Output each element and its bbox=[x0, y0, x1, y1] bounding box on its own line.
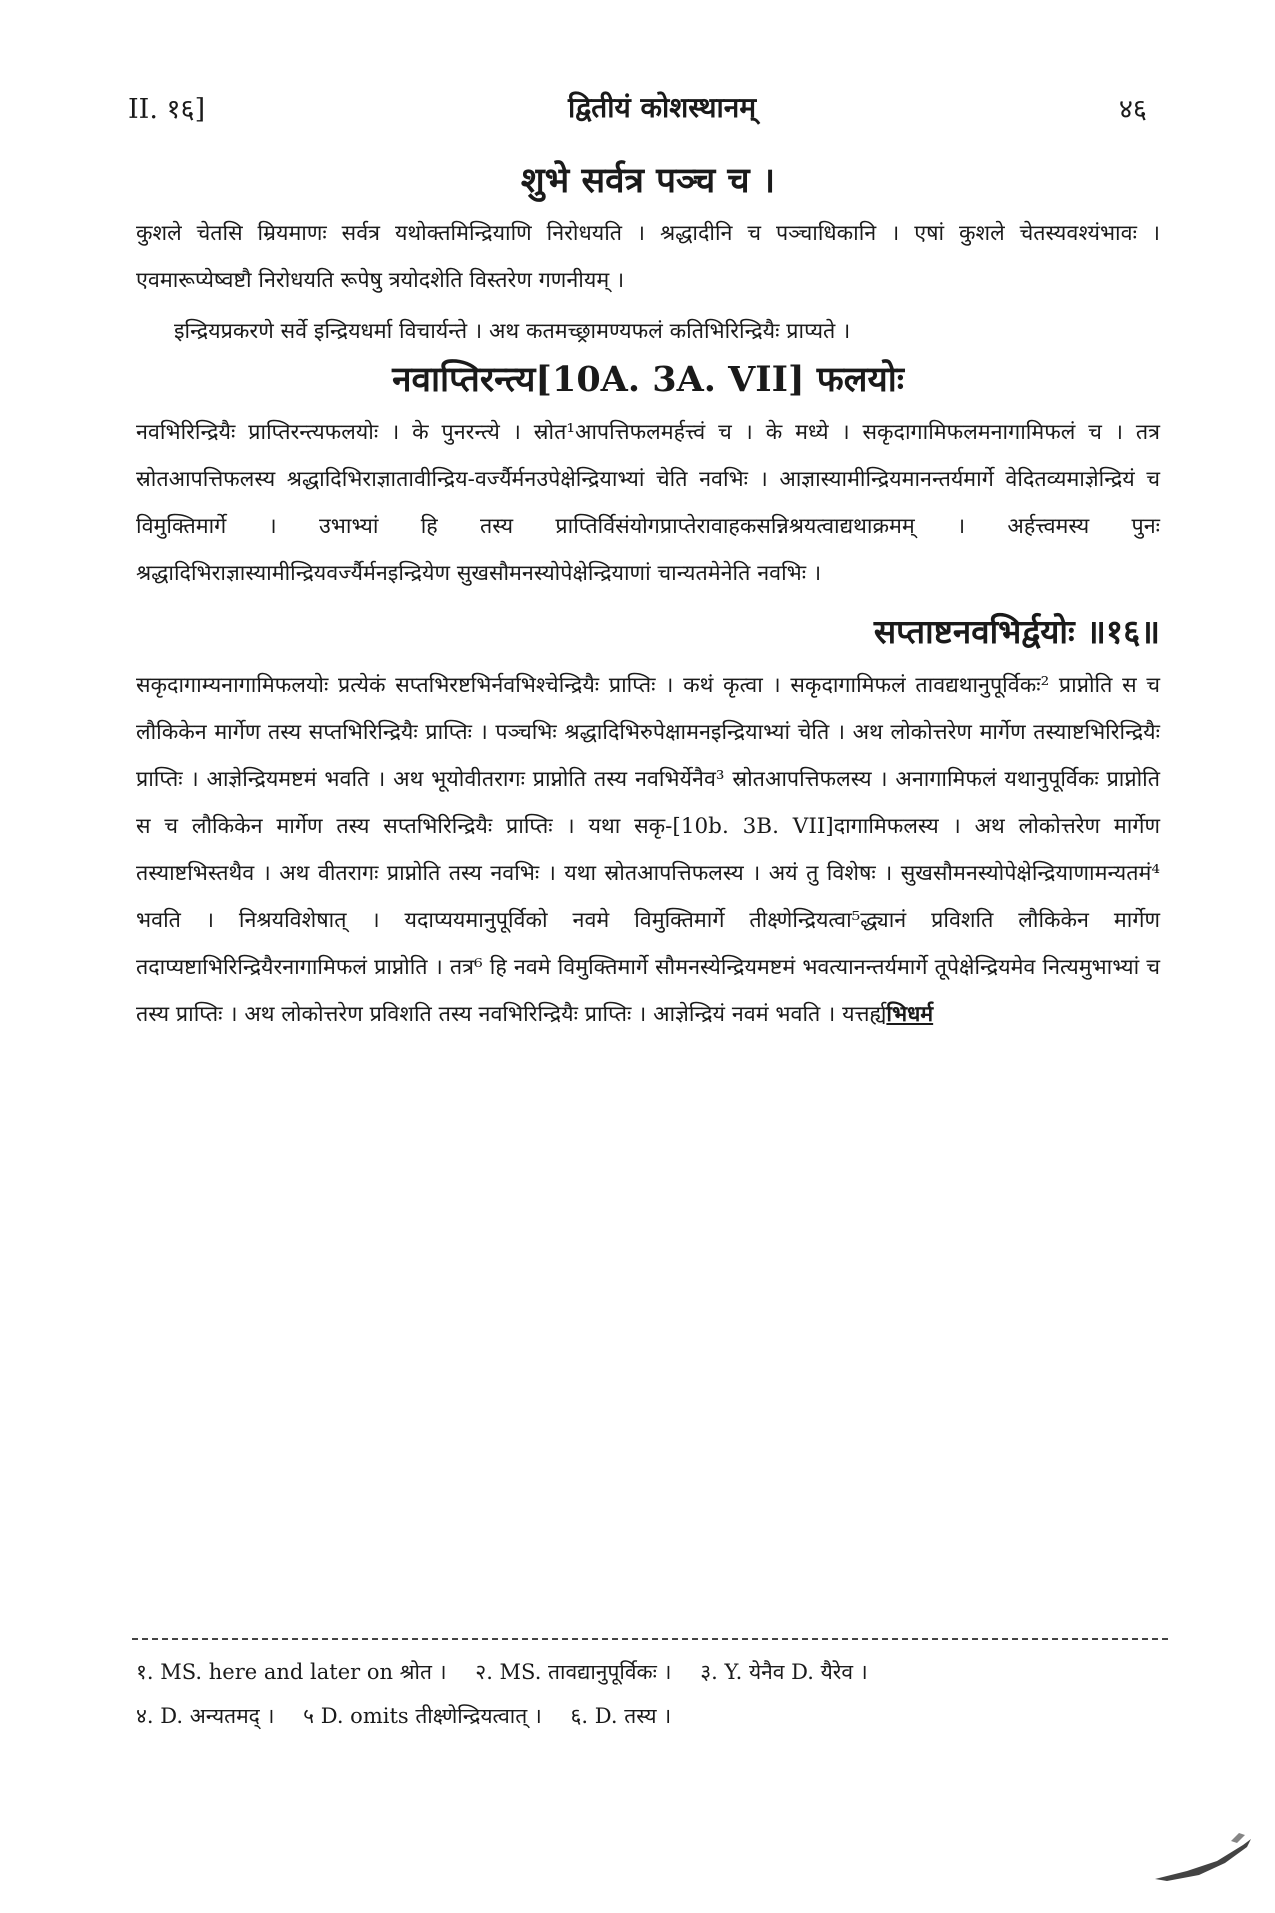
verse-heading-1: शुभे सर्वत्र पञ्च च । bbox=[520, 160, 776, 201]
verse-heading-3: सप्ताष्टनवभिर्द्वयोः ॥१६॥ bbox=[873, 612, 1160, 651]
footnote-row-2 bbox=[136, 1694, 1160, 1738]
running-header bbox=[128, 88, 1147, 126]
scan-smudge-mark bbox=[1147, 1823, 1257, 1883]
footnote-4: ४. D. अन्यतमद् । bbox=[136, 1704, 275, 1728]
footnote-row-1 bbox=[136, 1650, 1160, 1694]
page-number: ४६ bbox=[1118, 93, 1147, 125]
footnote-3: ३. Y. येनैव D. यैरेव । bbox=[700, 1660, 868, 1684]
footnotes bbox=[136, 1650, 1160, 1738]
paragraph-1: कुशले चेतसि म्रियमाणः सर्वत्र यथोक्तमिन्द्रियाणि निरोधयति । श्रद्धादीनि च पञ्चाधिकानि । एषां कुशले चेतस्यवश्यंभावः । एवमारूप्येष्वष्टौ निरोधयति रूपेषु त्रयोदशेति विस्तरेण गणनीयम् । bbox=[136, 221, 1160, 293]
paragraph-4-tail: भिधर्म bbox=[886, 1001, 934, 1027]
footnote-2: २. MS. तावद्यानुपूर्विकः । bbox=[475, 1660, 672, 1684]
footnote-6: ६. D. तस्य । bbox=[570, 1704, 672, 1728]
page-body bbox=[136, 160, 1160, 1038]
footnote-divider bbox=[132, 1638, 1168, 1640]
paragraph-3: नवभिरिन्द्रियैः प्राप्तिरन्त्यफलयोः । के पुनरन्त्ये । स्रोत¹आपत्तिफलमर्हत्त्वं च । के मध्ये । सकृदागामिफलमनागामिफलं च । तत्र स्रोतआपत्तिफलस्य श्रद्धादिभिराज्ञातावीन्द्रिय-वर्ज्यैर्मनउपेक्षेन्द्रियाभ्यां चेति नवभिः । आज्ञास्यामीन्द्रियमानन्तर्यमार्गे वेदितव्यमाज्ञेन्द्रियं च विमुक्तिमार्गे । उभाभ्यां हि तस्य प्राप्तिर्विसंयोगप्राप्तेरावाहकसन्निश्रयत्वाद्यथाक्रमम् । अर्हत्त्वमस्य पुनः श्रद्धादिभिराज्ञास्यामीन्द्रियवर्ज्यैर्मनइन्द्रियेण सुखसौमनस्योपेक्षेन्द्रियाणां चान्यतमेनेति नवभिः । bbox=[136, 420, 1160, 586]
paragraph-4 bbox=[136, 662, 1160, 1038]
page-title: द्वितीयं कोशस्थानम् bbox=[567, 91, 757, 124]
verse-heading-2: नवाप्तिरन्त्य[10A. 3A. VII] फलयोः bbox=[392, 359, 904, 400]
chapter-verse-ref: II. १६] bbox=[128, 93, 206, 125]
paragraph-2: इन्द्रियप्रकरणे सर्वे इन्द्रियधर्मा विचार्यन्ते । अथ कतमच्छ्रामण्यफलं कतिभिरिन्द्रियैः प्राप्यते । bbox=[174, 319, 851, 344]
footnote-1: १. MS. here and later on श्रोत । bbox=[136, 1660, 447, 1684]
paragraph-4-text: सकृदागाम्यनागामिफलयोः प्रत्येकं सप्तभिरष्टभिर्नवभिश्चेन्द्रियैः प्राप्तिः । कथं कृत्वा । सकृदागामिफलं तावद्यथानुपूर्विकः² प्राप्नोति स च लौकिकेन मार्गेण तस्य सप्तभिरिन्द्रियैः प्राप्तिः । पञ्चभिः श्रद्धादिभिरुपेक्षामनइन्द्रियाभ्यां चेति । अथ लोकोत्तरेण मार्गेण तस्याष्टभिरिन्द्रियैः प्राप्तिः । आज्ञेन्द्रियमष्टमं भवति । अथ भूयोवीतरागः प्राप्नोति तस्य नवभिर्येनैव³ स्रोतआपत्तिफलस्य । अनागामिफलं यथानुपूर्विकः प्राप्नोति स च लौकिकेन मार्गेण तस्य सप्तभिरिन्द्रियैः प्राप्तिः । यथा सकृ-[10b. 3B. VII]दागामिफलस्य । अथ लोकोत्तरेण मार्गेण तस्याष्टभिस्तथैव । अथ वीतरागः प्राप्नोति तस्य नवभिः । यथा स्रोतआपत्तिफलस्य । अयं तु विशेषः । सुखसौमनस्योपेक्षेन्द्रियाणामन्यतमं⁴ भवति । निश्रयविशेषात् । यदाप्ययमानुपूर्विको नवमे विमुक्तिमार्गे तीक्ष्णेन्द्रियत्वा⁵द्ध्यानं प्रविशति लौकिकेन मार्गेण तदाप्यष्टाभिरिन्द्रियैरनागामिफलं प्राप्नोति । तत्र⁶ हि नवमे विमुक्तिमार्गे सौमनस्येन्द्रियमष्टमं भवत्यानन्तर्यमार्गे तूपेक्षेन्द्रियमेव नित्यमुभाभ्यां च तस्य प्राप्तिः । अथ लोकोत्तरेण प्रविशति तस्य नवभिरिन्द्रियैः प्राप्तिः । आज्ञेन्द्रियं नवमं भवति । यत्तर्ह्य bbox=[136, 672, 1160, 1027]
footnote-5: ५ D. omits तीक्ष्णेन्द्रियत्वात् । bbox=[303, 1704, 542, 1728]
